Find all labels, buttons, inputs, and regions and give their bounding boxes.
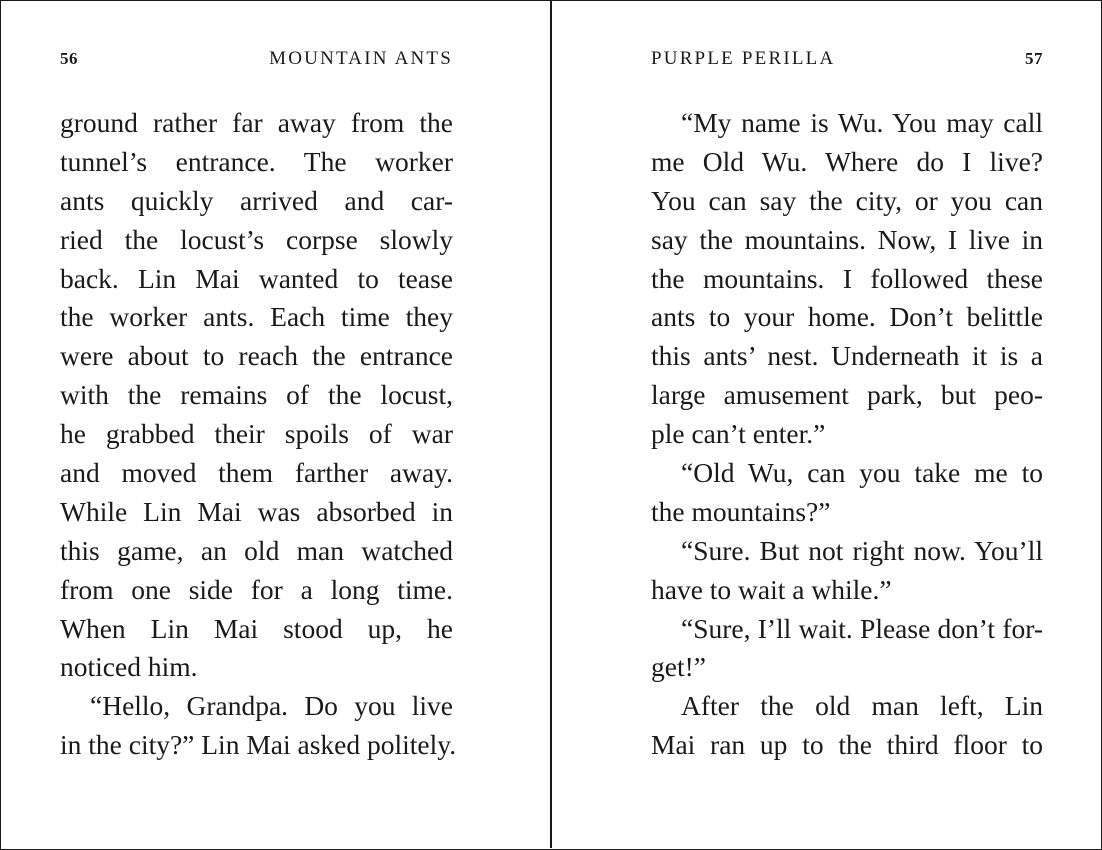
text-line: ried the locust’s corpse slowly <box>60 223 453 255</box>
text-line: “Hello, Grandpa. Do you live <box>90 690 453 722</box>
text-line: and moved them farther away. <box>60 457 453 489</box>
text-line: ants to your home. Don’t belittle <box>651 301 1043 333</box>
page-gutter <box>550 0 552 848</box>
page-number: 57 <box>1025 49 1043 68</box>
left-page <box>60 0 457 848</box>
text-line: get!” <box>651 651 706 683</box>
page-number: 56 <box>60 49 78 68</box>
running-head: PURPLE PERILLA <box>651 48 836 69</box>
text-line: have to wait a while.” <box>651 573 892 605</box>
text-line: large amusement park, but peo- <box>651 379 1043 411</box>
right-page-body <box>651 104 1043 765</box>
text-line: back. Lin Mai wanted to tease <box>60 262 453 294</box>
text-line: When Lin Mai stood up, he <box>60 612 453 644</box>
text-line: ground rather far away from the <box>60 107 453 138</box>
text-line: me Old Wu. Where do I live? <box>651 145 1043 177</box>
text-line: tunnel’s entrance. The worker <box>60 145 453 177</box>
text-line: from one side for a long time. <box>60 573 453 605</box>
text-line: ants quickly arrived and car- <box>60 184 453 216</box>
left-page-body <box>60 104 457 765</box>
text-line: the mountains?” <box>651 495 831 527</box>
text-line: were about to reach the entrance <box>60 340 453 372</box>
text-line: You can say the city, or you can <box>651 184 1043 216</box>
text-line: this game, an old man watched <box>60 534 453 566</box>
text-line: While Lin Mai was absorbed in <box>60 495 453 527</box>
text-line: ple can’t enter.” <box>651 418 826 450</box>
text-line: “My name is Wu. You may call <box>681 107 1043 138</box>
text-line: “Sure. But not right now. You’ll <box>681 534 1043 566</box>
text-line: the worker ants. Each time they <box>60 301 453 333</box>
right-page <box>651 0 1043 848</box>
text-line: the mountains. I followed these <box>651 262 1043 294</box>
right-page-header <box>651 47 1043 71</box>
left-page-header <box>60 47 453 71</box>
text-line: he grabbed their spoils of war <box>60 418 453 450</box>
text-line: with the remains of the locust, <box>60 379 453 411</box>
text-line: “Sure, I’ll wait. Please don’t for- <box>681 612 1043 644</box>
running-head: MOUNTAIN ANTS <box>269 48 453 69</box>
text-line: this ants’ nest. Underneath it is a <box>651 340 1043 372</box>
text-line: After the old man left, Lin <box>681 690 1043 722</box>
text-line: in the city?” Lin Mai asked politely. <box>60 729 457 761</box>
text-line: “Old Wu, can you take me to <box>681 457 1043 489</box>
text-line: say the mountains. Now, I live in <box>651 223 1043 255</box>
text-line: noticed him. <box>60 651 198 683</box>
text-line: Mai ran up to the third floor to <box>651 729 1043 761</box>
